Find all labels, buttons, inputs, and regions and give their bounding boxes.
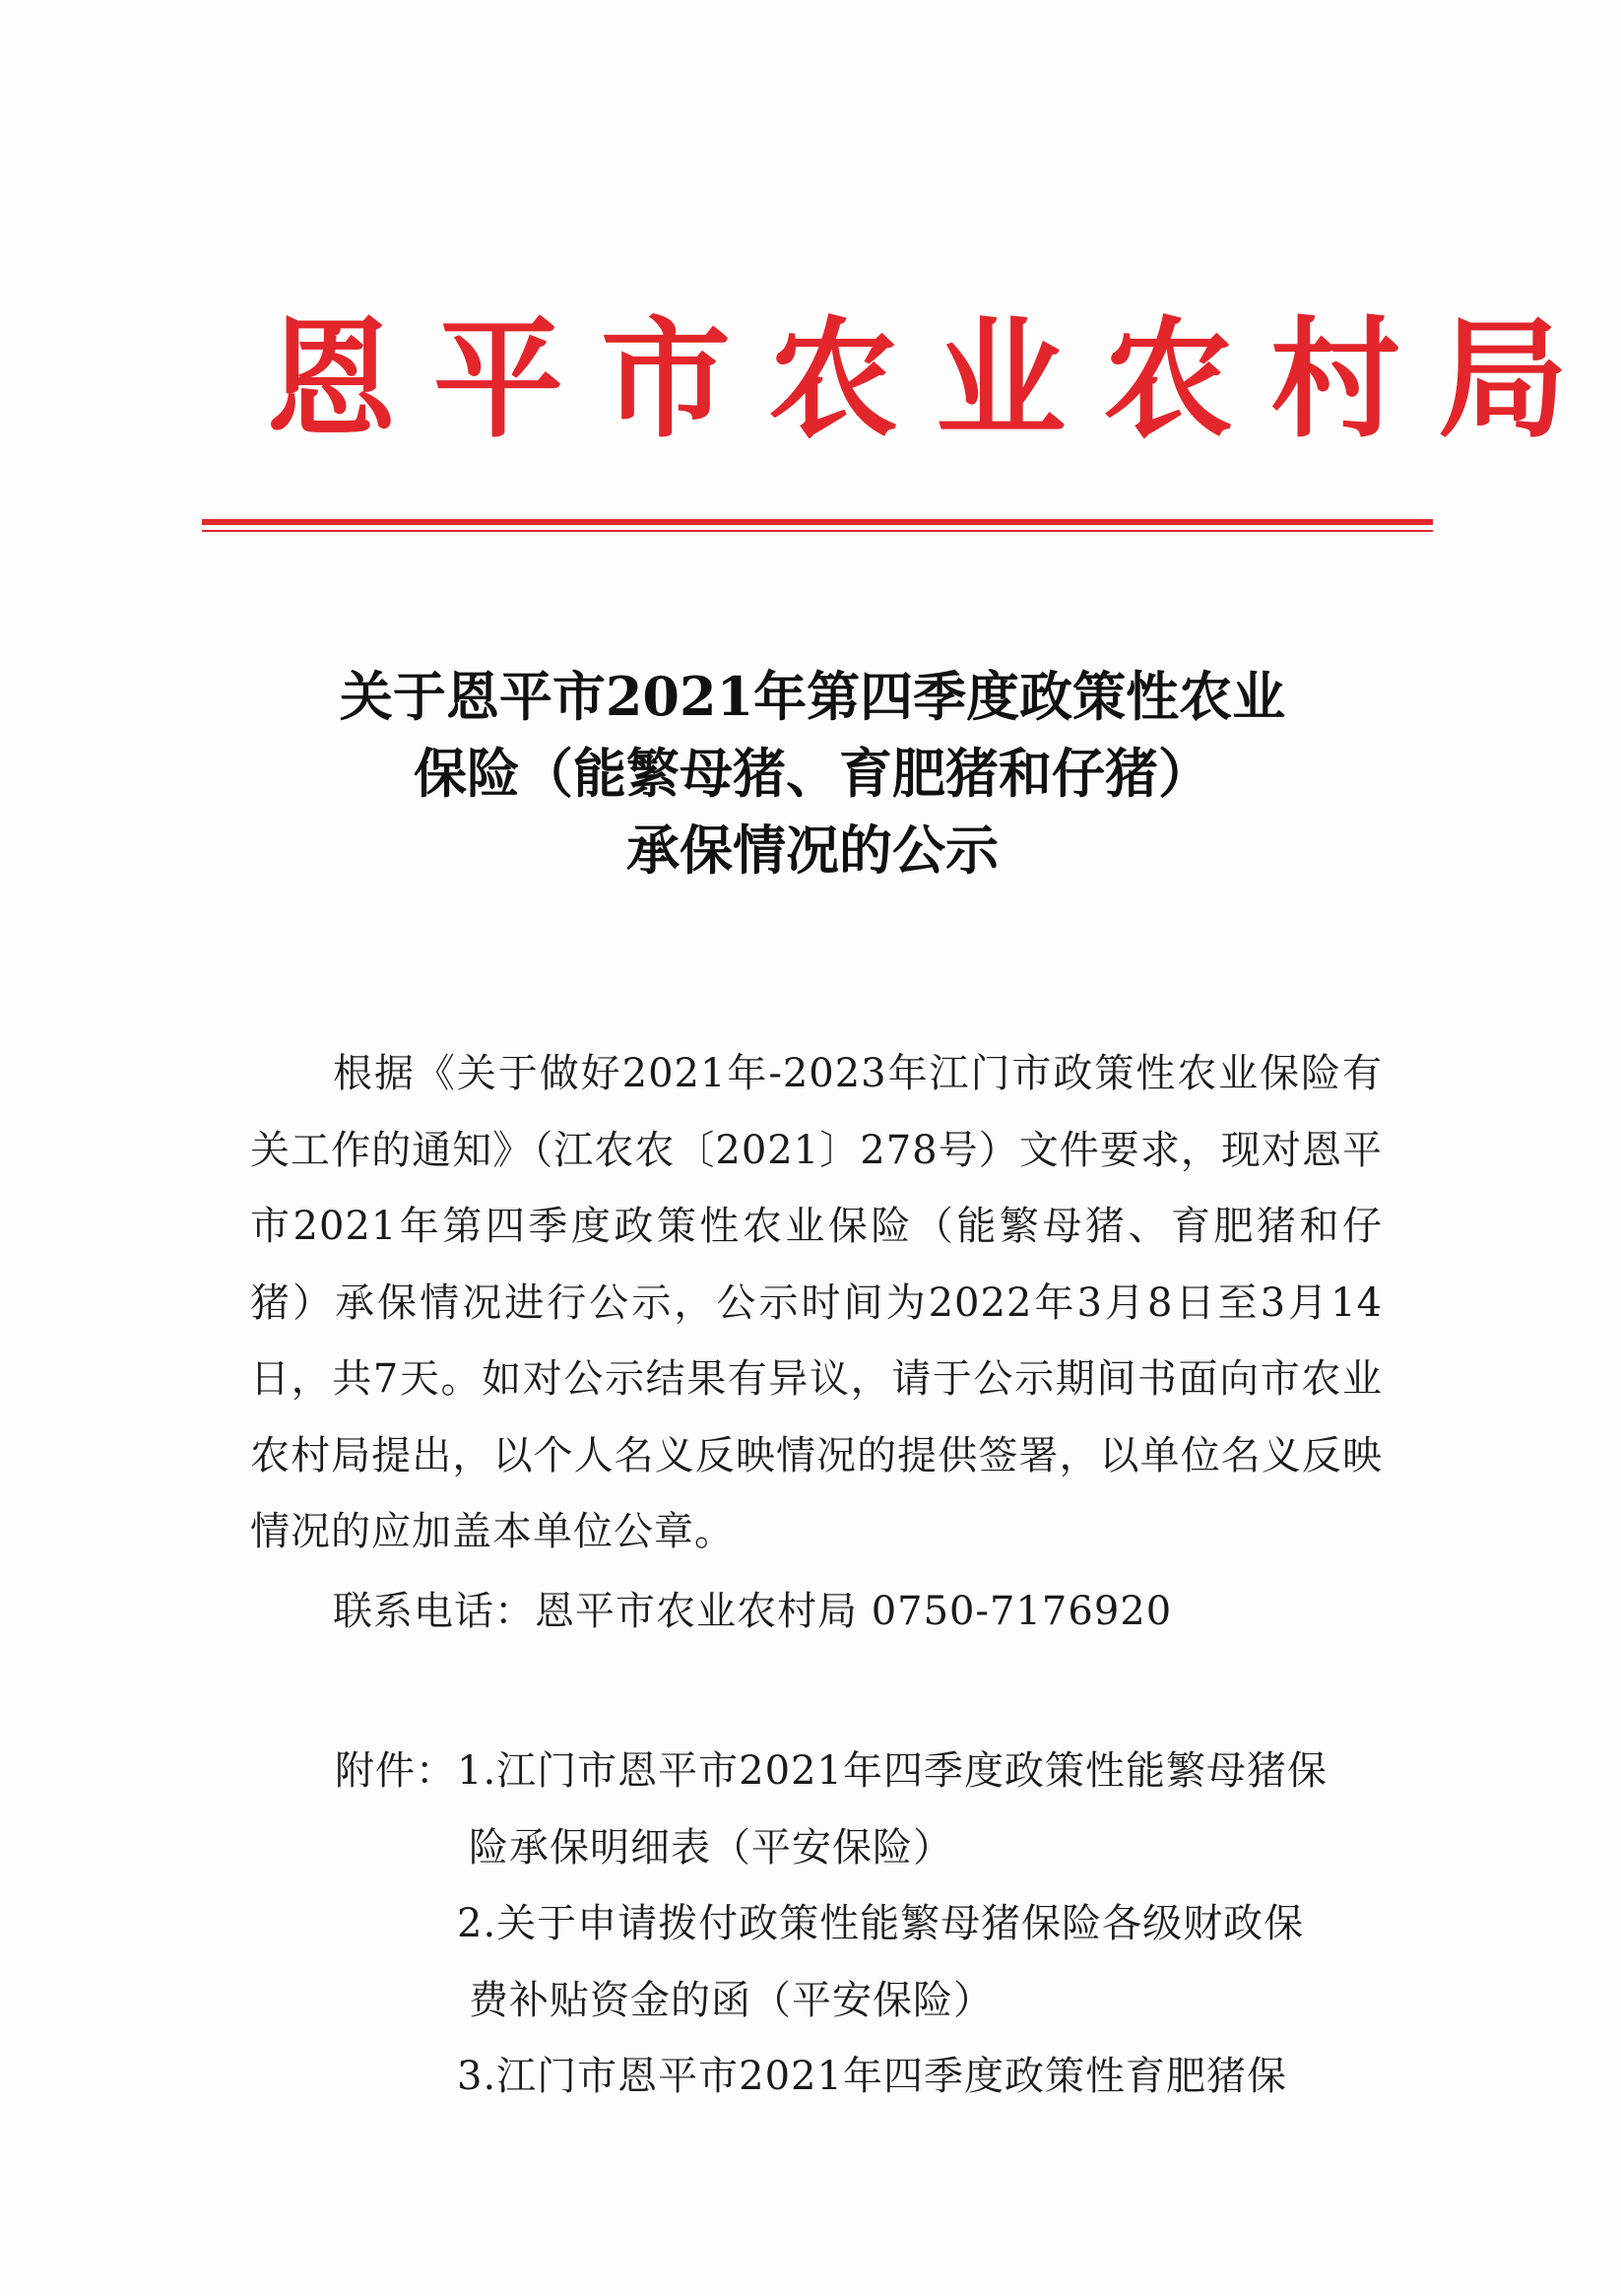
attachment-item <box>457 1734 1383 1886</box>
attachments-list <box>457 1734 1383 2116</box>
attachments-label: 附件： <box>335 1748 456 1794</box>
contact-line: 联系电话：恩平市农业农村局 0750-7176920 <box>333 1589 1173 1634</box>
attachment-line: 2.关于申请拨付政策性能繁母猪保险各级财政保 <box>457 1901 1305 1946</box>
letterhead-red-rule <box>202 519 1433 525</box>
attachment-item <box>457 1886 1383 2039</box>
attachment-line: 1.江门市恩平市2021年四季度政策性能繁母猪保 <box>457 1748 1328 1794</box>
title-line: 关于恩平市2021年第四季度政策性农业 <box>339 665 1286 728</box>
title-line: 承保情况的公示 <box>626 819 999 882</box>
attachment-line-continued: 险承保明细表（平安保险） <box>469 1824 953 1870</box>
letterhead-issuer: 恩平市农业农村局 <box>266 303 1605 456</box>
attachment-item <box>457 2039 1383 2116</box>
notice-body: 根据《关于做好2021年-2023年江门市政策性农业保险有关工作的通知》（江农农〔2021〕278号）文件要求，现对恩平市2021年第四季度政策性农业保险（能繁母猪、育肥猪和仔猪）承保情况进行公示，公示时间为2022年3月8日至3月14日，共7天。如对公示结果有异议，请于公示期间书面向市农业农村局提出，以个人名义反映情况的提供签署，以单位名义反映情况的应加盖本单位公章。 <box>250 1051 1383 1554</box>
attachment-line: 3.江门市恩平市2021年四季度政策性育肥猪保 <box>457 2054 1287 2099</box>
letterhead-red-rule-thin <box>202 530 1433 532</box>
title-line: 保险（能繁母猪、育肥猪和仔猪） <box>414 742 1211 805</box>
notice-title <box>167 658 1458 888</box>
attachment-line-continued: 费补贴资金的函（平安保险） <box>469 1977 994 2023</box>
